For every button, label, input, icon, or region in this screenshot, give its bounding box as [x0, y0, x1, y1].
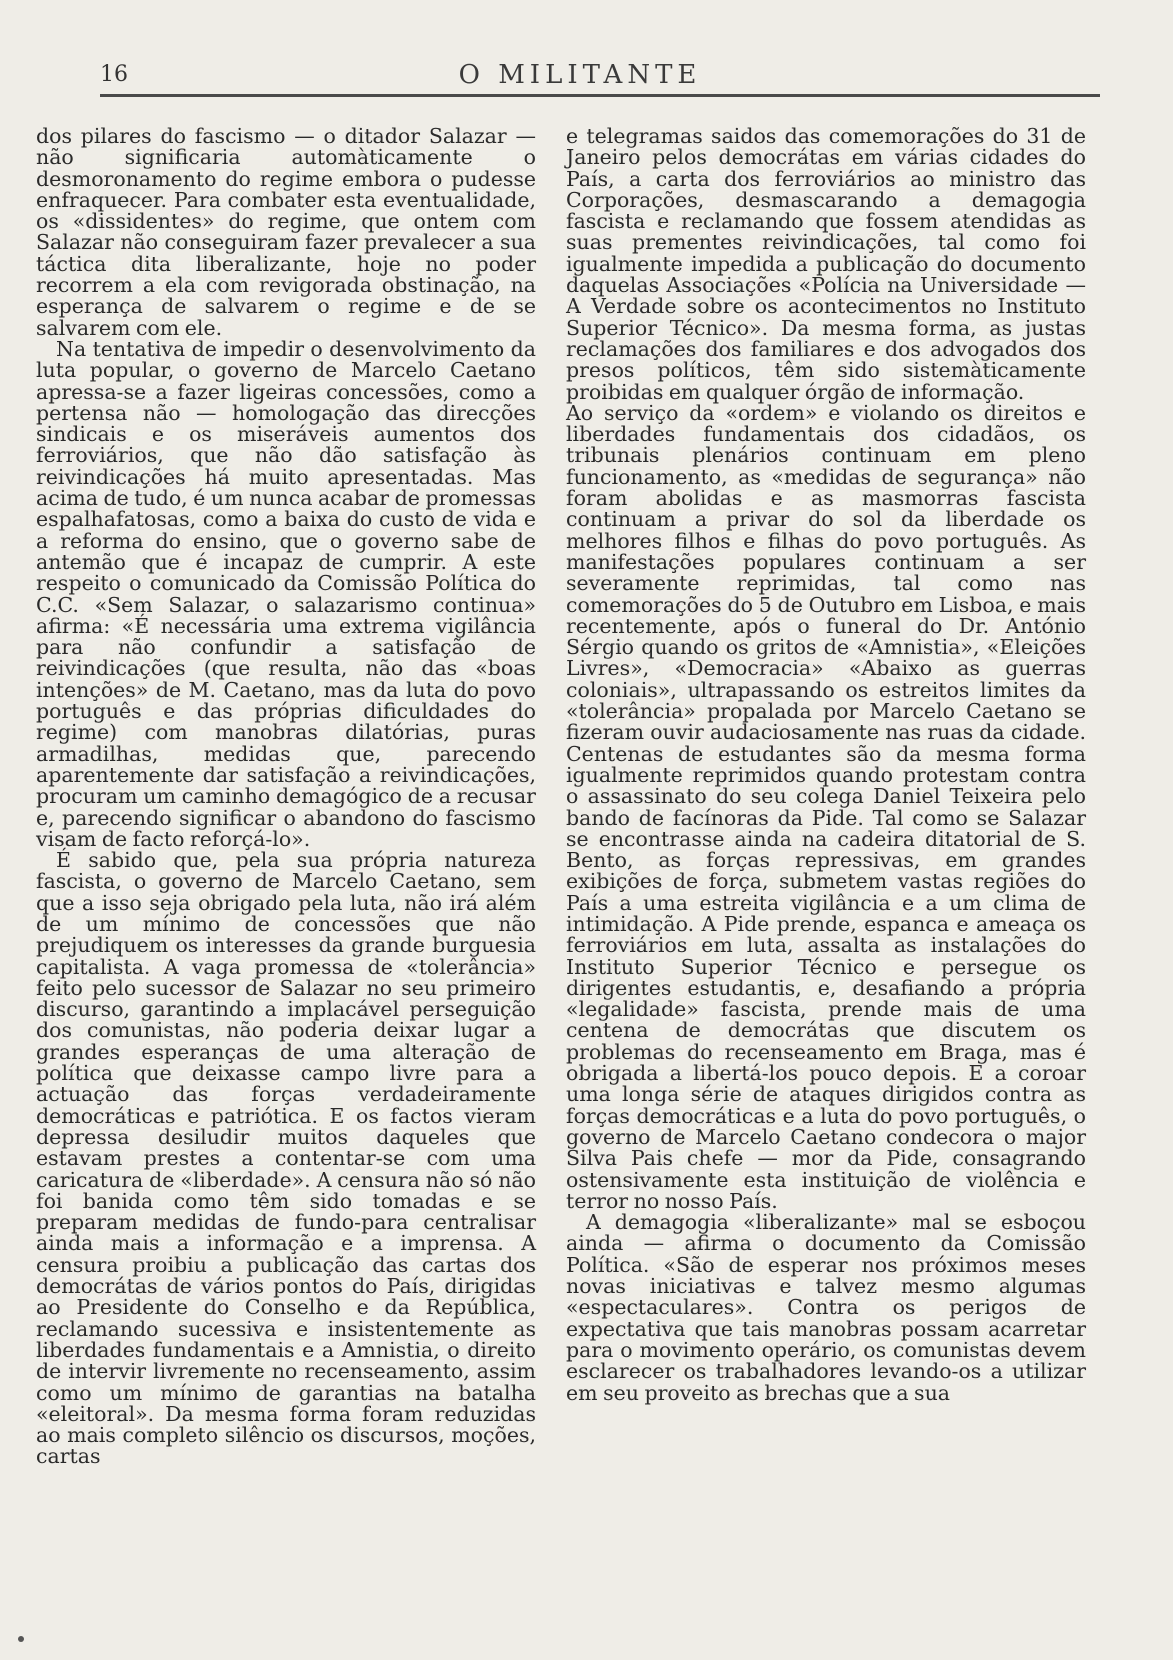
right-column [566, 126, 1086, 1606]
header-rule [100, 94, 1100, 97]
paragraph: e telegramas saidos das comemorações do 31 de Janeiro pelos democrátas em várias cidades do País, a carta dos ferroviários ao ministro das Corporações, desmascarando a demagogia fascista e reclamando que fossem atendidas as suas prementes reivindicações, tal como foi igualmente impedida a publicação do documento daquelas Associações «Polícia na Universidade — A Verdade sobre os acontecimentos no Instituto Superior Técnico». Da mesma forma, as justas reclamações dos familiares e dos advogados dos presos políticos, têm sido sistemàticamente proibidas em qualquer órgão de informação. [566, 124, 1086, 404]
publication-title: O MILITANTE [458, 60, 702, 90]
ink-speck [18, 1636, 24, 1642]
page-header [60, 58, 1100, 98]
paragraph: A demagogia «liberalizante» mal se esboçou ainda — afirma o documento da Comissão Política. «São de esperar nos próximos meses novas iniciativas e talvez mesmo algumas «espectaculares». Contra os perigos de expectativa que tais manobras possam acarretar para o movimento operário, os comunistas devem esclarecer os trabalhadores levando-os a utilizar em seu proveito as brechas que a sua [566, 1210, 1086, 1405]
paragraph: É sabido que, pela sua própria natureza fascista, o governo de Marcelo Caetano, sem que a isso seja obrigado pela luta, não irá além de um mínimo de concessões que não prejudiquem os interesses da grande burguesia capitalista. A vaga promessa de «tolerância» feito pelo sucessor de Salazar no seu primeiro discurso, garantindo a implacável perseguição dos comunistas, não poderia deixar lugar a grandes esperanças de uma alteração de política que deixasse campo livre para a actuação das forças verdadeiramente democráticas e patriótica. E os factos vieram depressa desiludir muitos daqueles que estavam prestes a contentar-se com uma caricatura de «liberdade». A censura não só não foi banida como têm sido tomadas e se preparam medidas de fundo-para centralisar ainda mais a informação e a imprensa. A censura proibiu a publicação das cartas dos democrátas de vários pontos do País, dirigidas ao Presidente do Conselho e da República, reclamando sucessiva e insistentemente as liberdades fundamentais e a Amnistia, o direito de intervir livremente no recenseamento, assim como um mínimo de garantias na batalha «eleitoral». Da mesma forma foram reduzidas ao mais completo silêncio os discursos, moções, cartas [36, 848, 536, 1469]
paragraph: Ao serviço da «ordem» e violando os direitos e liberdades fundamentais dos cidadãos, os tribunais plenários continuam em pleno funcionamento, as «medidas de segurança» não foram abolidas e as masmorras fascista continuam a privar do sol da liberdade os melhores filhos e filhas do povo português. As manifestações populares continuam a ser severamente reprimidas, tal como nas comemorações do 5 de Outubro em Lisboa, e mais recentemente, após o funeral do Dr. António Sérgio quando os gritos de «Amnistia», «Eleições Livres», «Democracia» «Abaixo as guerras coloniais», ultrapassando os estreitos limites da «tolerância» propalada por Marcelo Caetano se fizeram ouvir audaciosamente nas ruas da cidade. Centenas de estudantes são da mesma forma igualmente reprimidos quando protestam contra o assassinato do seu colega Daniel Teixeira pelo bando de facínoras da Pide. Tal como se Salazar se encontrasse ainda na cadeira ditatorial de S. Bento, as forças repressivas, em grandes exibições de força, submetem vastas regiões do País a uma estreita vigilância e a um clima de intimidação. A Pide prende, espanca e ameaça os ferroviários em luta, assalta as instalações do Instituto Superior Técnico e persegue os dirigentes estudantis, e, desafiando a própria «legalidade» fascista, prende mais de uma centena de democrátas que discutem os problemas do recenseamento em Braga, mas é obrigada a libertá-los pouco depois. E a coroar uma longa série de ataques dirigidos contra as forças democráticas e a luta do povo português, o governo de Marcelo Caetano condecora o major Silva Pais chefe — mor da Pide, consagrando ostensivamente esta instituição de violência e terror no nosso País. [566, 400, 1086, 1213]
page-number: 16 [100, 62, 128, 87]
paragraph: dos pilares do fascismo — o ditador Salazar — não significaria automàticamente o desmoronamento do regime embora o pudesse enfraquecer. Para combater esta eventualidade, os «dissidentes» do regime, que ontem com Salazar não conseguiram fazer prevalecer a sua táctica dita liberalizante, hoje no poder recorrem a ela com revigorada obstinação, na esperança de salvarem o regime e de se salvarem com ele. [36, 124, 536, 340]
paragraph: Na tentativa de impedir o desenvolvimento da luta popular, o governo de Marcelo Caetano apressa-se a fazer ligeiras concessões, como a pertensa não — homologação das direcções sindicais e os miseráveis aumentos dos ferroviários, que não dão satisfação às reivindicações há muito apresentadas. Mas acima de tudo, é um nunca acabar de promessas espalhafatosas, como a baixa do custo de vida e a reforma do ensino, que o governo sabe de antemão que é incapaz de cumprir. A este respeito o comunicado da Comissão Política do C.C. «Sem Salazar, o salazarismo continua» afirma: «É necessária uma extrema vigilância para não confundir a satisfação de reivindicações (que resulta, não das «boas intenções» de M. Caetano, mas da luta do povo português e das próprias dificuldades do regime) com manobras dilatórias, puras armadilhas, medidas que, parecendo aparentemente dar satisfação a reivindicações, procuram um caminho demagógico de a recusar e, parecendo significar o abandono do fascismo visam de facto reforçá-lo». [36, 336, 536, 851]
left-column [36, 126, 536, 1606]
